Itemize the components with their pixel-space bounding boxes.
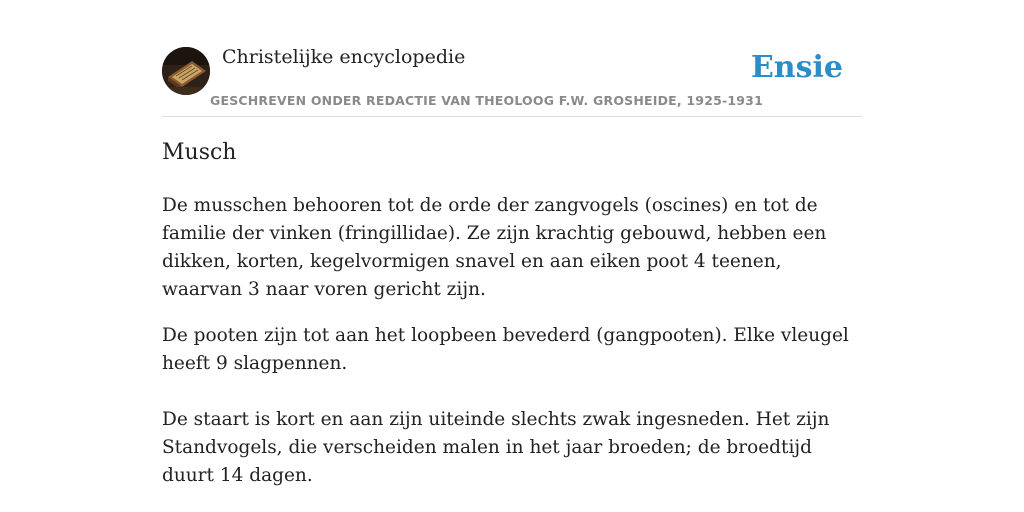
article-paragraph: De pooten zijn tot aan het loopbeen bevederd (gangpooten). Elke vleugel heeft 9 slagpennen. [162,325,849,374]
ensie-logo-link[interactable]: Ensie [750,50,843,85]
encyclopedia-avatar-icon[interactable] [162,47,210,95]
site-subtitle: GESCHREVEN ONDER REDACTIE VAN THEOLOOG F.W. GROSHEIDE, 1925-1931 [210,93,763,108]
article-paragraph: De musschen behooren tot de orde der zangvogels (oscines) en tot de familie der vinken (fringillidae). Ze zijn krachtig gebouwd, hebben een dikken, korten, kegelvormigen snavel en aan eiken poot 4 teenen, waarvan 3 naar voren gericht zijn. [162,195,827,300]
page [162,0,862,486]
article-title: Musch [162,140,237,165]
article-body [162,192,862,490]
site-title[interactable]: Christelijke encyclopedie [222,46,466,68]
site-header [162,0,862,117]
article-paragraph: De staart is kort en aan zijn uiteinde slechts zwak ingesneden. Het zijn Standvogels, die verscheiden malen in het jaar broeden; de broedtijd duurt 14 dagen. [162,409,830,486]
